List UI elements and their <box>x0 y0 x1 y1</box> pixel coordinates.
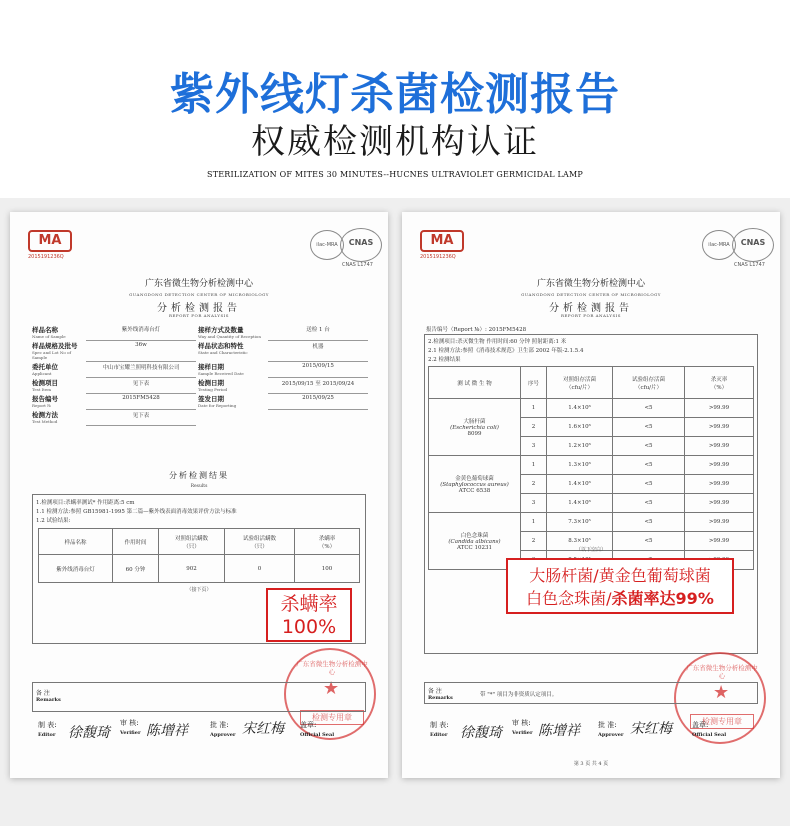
table-row: 大肠杆菌 (Escherichia coli) 8099 1 1.4×10⁶ <5 >99.99 <box>429 399 754 418</box>
approver-signature: 批 准: Approver <box>598 721 624 738</box>
table-row: 2 1.6×10⁶ <5 >99.99 <box>429 418 754 437</box>
col-header: 对照组存活菌 （cfu/片） <box>547 367 613 399</box>
center-name-en: GUANGDONG DETECTION CENTER OF MICROBIOLOGY <box>129 292 269 297</box>
report-title-en: REPORT FOR ANALYSIS <box>169 313 229 318</box>
table-row: 3 1.2×10⁶ <5 >99.99 <box>429 437 754 456</box>
approver-handwriting: 宋红梅 <box>630 721 672 737</box>
page-number: 第 3 页 共 4 页 <box>573 761 609 767</box>
callout-value: 100% <box>281 616 337 638</box>
ma-number: 2015191236Q <box>420 254 456 260</box>
approver-signature: 批 准: Approver <box>210 721 236 738</box>
callout-label: 杀螨率 <box>280 593 338 615</box>
verifier-signature: 审 核: Verifier <box>512 719 533 736</box>
remarks-note: 带 "*" 项目为非资质认定项目。 <box>480 692 558 698</box>
results-line: 2.检测项目:杀灭微生物 作用时间:60 分钟 照射距离:1 米 <box>428 339 567 345</box>
editor-handwriting: 徐馥琦 <box>68 725 110 741</box>
english-caption: STERILIZATION OF MITES 30 MINUTES--HUCNES ULTRAVIOLET GERMICIDAL LAMP <box>207 170 583 179</box>
col-header: 杀灭率 （%） <box>685 367 754 399</box>
cnas-logo: CNAS <box>732 228 774 262</box>
mite-result-table <box>38 528 360 583</box>
editor-signature: 制 表: Editor <box>38 721 57 738</box>
table-row: 3 1.4×10⁶ <5 >99.99 <box>429 494 754 513</box>
col-header: 杀螨率 （%） <box>295 529 360 555</box>
report-title: 分析检测报告 <box>549 303 633 314</box>
received-date: 2015/09/15 <box>268 361 368 377</box>
sample-name: 紫外线消毒台灯 <box>86 324 196 340</box>
results-title: 分析检测结果 <box>169 471 229 480</box>
sample-info-table: 样品名称 Name of Sample 紫外线消毒台灯 接样方式及数量 Way and Quantity of Reception 送检 1 台 样品规格及批号 Spec and Lot No of Sample 36w 样品状态和特性 State and Characteristic 机器 委托单位 Applicant 中山市宝耀兰照明科技有限公司 接样日期 Sample Received Date 2015/09/15 检测项目 Test Item 见下表 检测日期 Testing Period 2015/09/15 至 2015/09/24 报告编号 Report № 2015FM5428 签发日期 Date for Reporting 2015/09/25 检测方法 Test Method 见下表 <box>30 324 368 426</box>
ilac-logo: ilac-MRA <box>310 230 344 260</box>
table-cell: 0 <box>225 555 295 583</box>
results-line: 2.2 检测结果 <box>428 357 461 363</box>
results-line: 1.1 检测方法:参照 GB15981-1995 第二篇—紫外线表面消毒效果评价方法与标准 <box>36 509 237 515</box>
organism-cell: 白色念珠菌 (Candida albicans) ATCC 10231 <box>429 513 521 570</box>
test-item: 见下表 <box>86 377 196 393</box>
official-stamp: 广东省微生物分析检测中心 ★ 检测专用章 <box>284 648 376 740</box>
page-title: 紫外线灯杀菌检测报告 <box>170 69 620 120</box>
sample-spec: 36w <box>86 340 196 361</box>
report-page-right <box>402 212 780 778</box>
table-row: 金黄色葡萄球菌 (Staphylococcus aureus) ATCC 6538 1 1.3×10⁶ <5 >99.99 <box>429 456 754 475</box>
continued-note: （接下页） <box>186 587 212 593</box>
results-line: 1.检测项目:杀螨率测试* 作用距离:5 cm <box>36 500 135 506</box>
center-name: 广东省微生物分析检测中心 <box>536 279 645 289</box>
blank-below-note: （以下空白） <box>575 547 606 553</box>
col-header: 试验组存活菌 （cfu/片） <box>613 367 685 399</box>
mite-kill-callout <box>266 588 352 642</box>
organism-cell: 金黄色葡萄球菌 (Staphylococcus aureus) ATCC 6538 <box>429 456 521 513</box>
report-page-left <box>10 212 388 778</box>
ma-logo: MA <box>420 230 464 252</box>
ma-logo: MA <box>28 230 72 252</box>
table-cell: 902 <box>159 555 225 583</box>
bacteria-result-table <box>428 366 754 570</box>
issue-date: 2015/09/25 <box>268 393 368 409</box>
official-stamp: 广东省微生物分析检测中心 ★ 检测专用章 <box>674 652 766 744</box>
ma-number: 2015191236Q <box>28 254 64 260</box>
cnas-number: CNAS L1747 <box>734 262 765 268</box>
results-line: 1.2 试验结果: <box>36 518 71 524</box>
sampling: 送检 1 台 <box>268 324 368 340</box>
table-cell: 100 <box>295 555 360 583</box>
results-title-en: Results <box>190 484 208 489</box>
table-row: 2 1.4×10⁶ <5 >99.99 <box>429 475 754 494</box>
seal-label: 盖章: Official Seal <box>300 721 335 738</box>
editor-signature: 制 表: Editor <box>430 721 449 738</box>
report-number-line: 报告编号（Report №）: 2015FM5428 <box>426 327 527 333</box>
remarks-box <box>424 682 758 704</box>
remarks-label: 备 注 Remarks <box>428 688 453 701</box>
organism-cell: 大肠杆菌 (Escherichia coli) 8099 <box>429 399 521 456</box>
client: 中山市宝耀兰照明科技有限公司 <box>86 361 196 377</box>
verifier-handwriting: 陈增祥 <box>538 723 580 739</box>
callout-organism: 白色念珠菌/ <box>526 589 612 608</box>
col-header: 作用时间 <box>113 529 159 555</box>
sample-state: 机器 <box>268 340 368 361</box>
table-row: 2 8.3×10⁵ <5 >99.99 <box>429 532 754 551</box>
verifier-signature: 审 核: Verifier <box>120 719 141 736</box>
test-period: 2015/09/15 至 2015/09/24 <box>268 377 368 393</box>
test-method: 见下表 <box>86 409 196 425</box>
page-subtitle: 权威检测机构认证 <box>251 122 539 162</box>
ilac-logo: ilac-MRA <box>702 230 736 260</box>
results-line: 2.1 检测方法:参照《消毒技术规范》卫生部 2002 年版-2.1.5.4 <box>428 348 584 354</box>
table-row: 白色念珠菌 (Candida albicans) ATCC 10231 1 7.3×10⁵ <5 >99.99 <box>429 513 754 532</box>
cnas-number: CNAS L1747 <box>342 262 373 268</box>
callout-organisms: 大肠杆菌/黄金色葡萄球菌 <box>529 566 711 585</box>
verifier-handwriting: 陈增祥 <box>146 723 188 739</box>
remarks-label: 备 注 Remarks <box>36 690 61 703</box>
table-row <box>39 555 360 583</box>
col-header: 试验组活螨数 （只） <box>225 529 295 555</box>
table-cell: 紫外线消毒台灯 <box>39 555 113 583</box>
table-cell: 60 分钟 <box>113 555 159 583</box>
approver-handwriting: 宋红梅 <box>242 721 284 737</box>
center-name-en: GUANGDONG DETECTION CENTER OF MICROBIOLOGY <box>521 292 661 297</box>
remarks-box <box>32 682 366 712</box>
seal-label: 盖章: Official Seal <box>692 721 727 738</box>
col-header: 对照组活螨数 （只） <box>159 529 225 555</box>
editor-handwriting: 徐馥琦 <box>460 725 502 741</box>
center-name: 广东省微生物分析检测中心 <box>144 279 253 289</box>
report-number: 2015FM5428 <box>86 393 196 409</box>
col-header: 序号 <box>521 367 547 399</box>
col-header: 测 试 微 生 物 <box>429 367 521 399</box>
bacteria-kill-callout <box>506 558 734 614</box>
report-title: 分析检测报告 <box>157 303 241 314</box>
cnas-logo: CNAS <box>340 228 382 262</box>
col-header: 样品名称 <box>39 529 113 555</box>
callout-rate: 杀菌率达99% <box>611 589 714 608</box>
report-title-en: REPORT FOR ANALYSIS <box>561 313 621 318</box>
